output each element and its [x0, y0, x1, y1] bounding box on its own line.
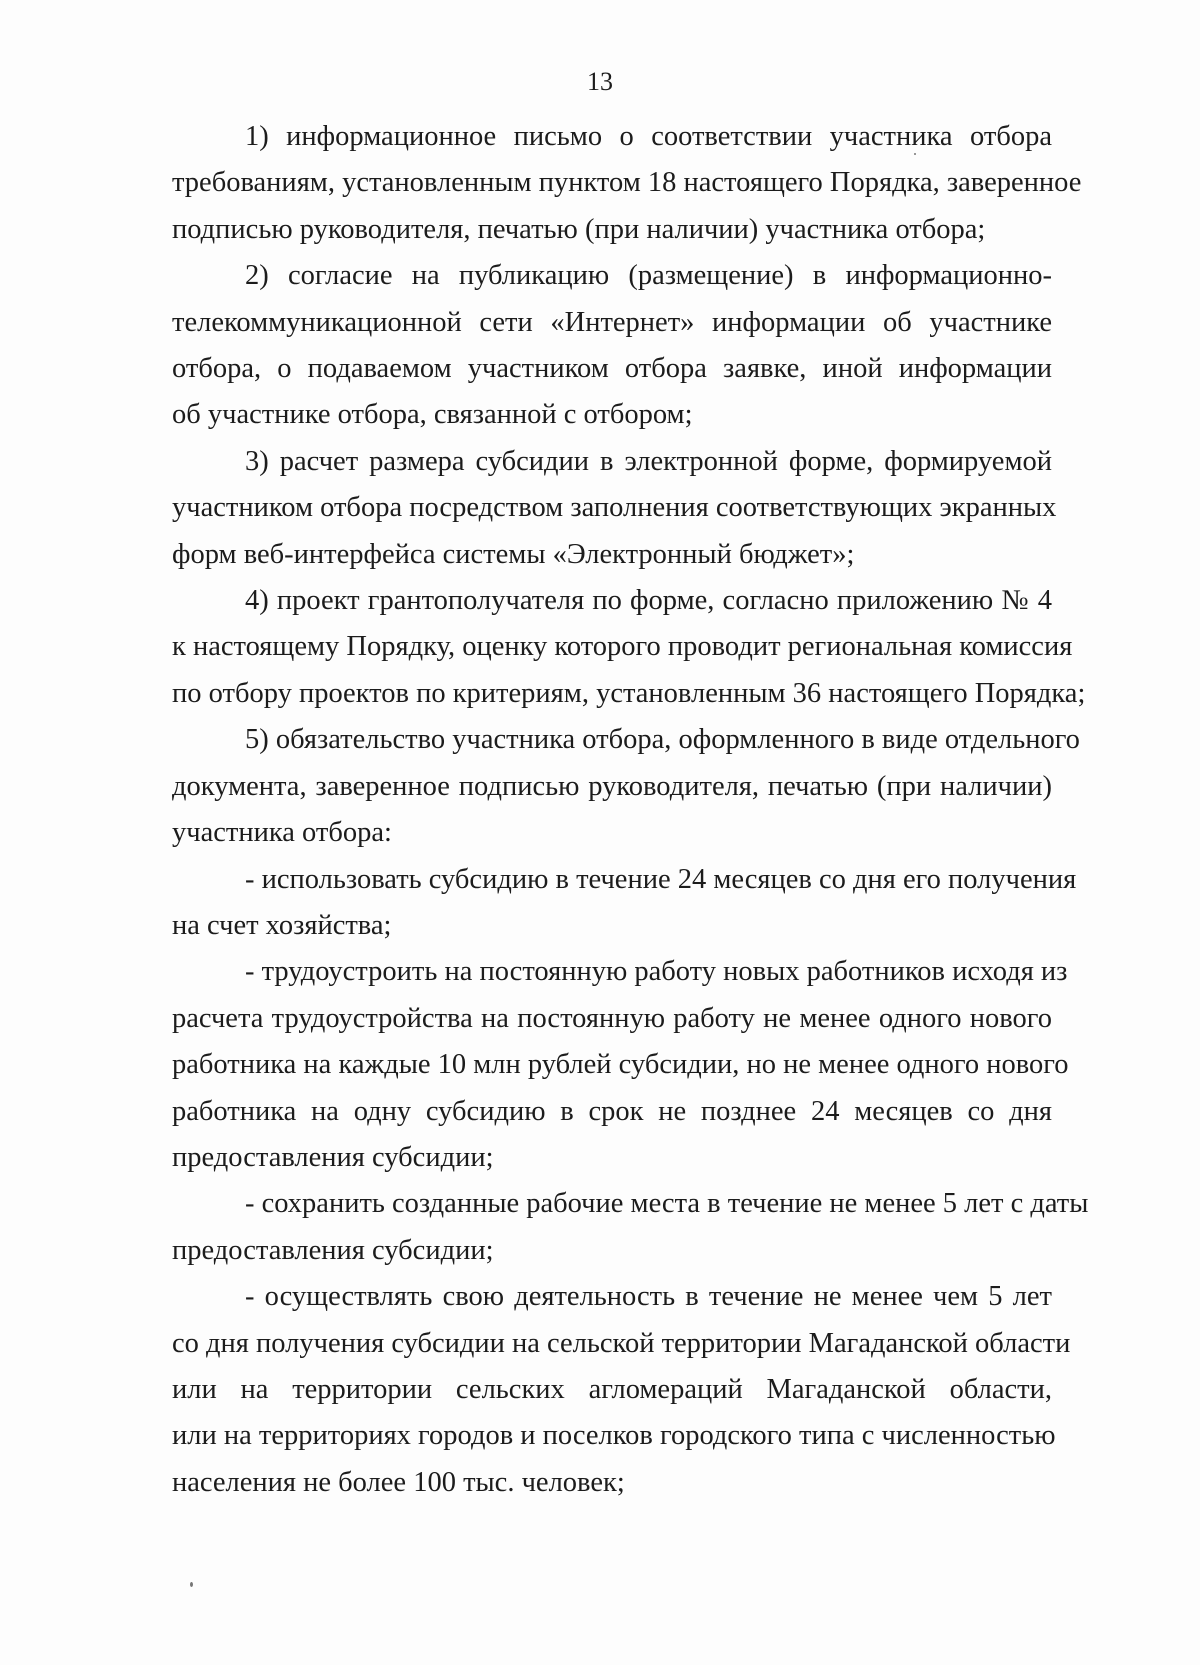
text-line: 3) расчет размера субсидии в электронной форме, формируемой	[245, 445, 1052, 477]
text-line: предоставления субсидии;	[172, 1234, 494, 1266]
text-line: на счет хозяйства;	[172, 909, 392, 941]
text-line: со дня получения субсидии на сельской территории Магаданской области	[172, 1327, 1071, 1359]
text-line: к настоящему Порядку, оценку которого проводит региональная комиссия	[172, 631, 1073, 663]
text-line: расчета трудоустройства на постоянную работу не менее одного нового	[172, 1002, 1052, 1034]
text-line: - осуществлять свою деятельность в течение не менее чем 5 лет	[245, 1281, 1052, 1313]
text-line: по отбору проектов по критериям, установленным 36 настоящего Порядка;	[172, 677, 1086, 709]
text-line: или на территориях городов и поселков городского типа с численностью	[172, 1420, 1056, 1452]
paragraph-item-3	[172, 439, 1057, 578]
text-line: предоставления субсидии;	[172, 1141, 494, 1173]
text-line: населения не более 100 тыс. человек;	[172, 1466, 625, 1498]
text-line: работника на одну субсидию в срок не позднее 24 месяцев со дня	[172, 1095, 1052, 1127]
document-body	[172, 114, 1089, 1506]
text-line: отбора, о подаваемом участником отбора заявке, иной информации	[172, 353, 1052, 385]
text-line: телекоммуникационной сети «Интернет» информации об участнике	[172, 306, 1052, 338]
text-line: участником отбора посредством заполнения соответствующих экранных	[172, 492, 1057, 524]
obligation-item-1	[172, 857, 1077, 950]
text-line: об участнике отбора, связанной с отбором;	[172, 399, 693, 431]
text-line: требованиям, установленным пунктом 18 настоящего Порядка, заверенное	[172, 167, 1082, 199]
scan-speck	[190, 1582, 193, 1587]
text-line: или на территории сельских агломераций Магаданской области,	[172, 1373, 1052, 1405]
text-line: 1) информационное письмо о соответствии участника отбора	[245, 121, 1052, 152]
obligation-item-3	[172, 1181, 1089, 1274]
text-line: 4) проект грантополучателя по форме, согласно приложению № 4	[245, 585, 1052, 617]
text-line: форм веб-интерфейса системы «Электронный бюджет»;	[172, 538, 855, 570]
text-line: - трудоустроить на постоянную работу новых работников исходя из	[245, 956, 1068, 988]
text-line: 2) согласие на публикацию (размещение) в информационно-	[245, 260, 1052, 292]
text-line: работника на каждые 10 млн рублей субсидии, но не менее одного нового	[172, 1049, 1069, 1081]
paragraph-item-5	[172, 717, 1080, 856]
text-line: - сохранить созданные рабочие места в течение не менее 5 лет с даты	[245, 1188, 1089, 1220]
text-line: - использовать субсидию в течение 24 месяцев со дня его получения	[245, 863, 1077, 895]
page-number: 13	[587, 67, 613, 96]
paragraph-item-4	[172, 578, 1086, 717]
paragraph-item-2	[172, 253, 1052, 439]
text-line: участника отбора:	[172, 817, 392, 849]
obligation-item-4	[172, 1274, 1071, 1506]
paragraph-item-1	[172, 114, 1082, 253]
obligation-item-2	[172, 949, 1069, 1181]
text-line: подписью руководителя, печатью (при наличии) участника отбора;	[172, 213, 986, 245]
text-line: документа, заверенное подписью руководителя, печатью (при наличии)	[172, 770, 1052, 802]
text-line: 5) обязательство участника отбора, оформленного в виде отдельного	[245, 724, 1080, 756]
scan-speck	[914, 153, 916, 155]
